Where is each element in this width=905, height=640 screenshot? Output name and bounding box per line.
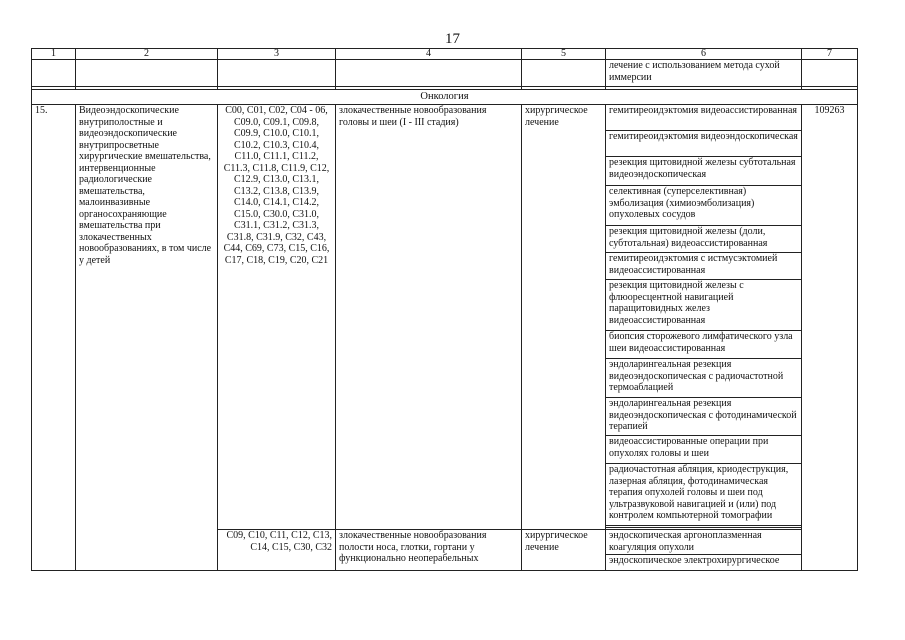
entry-name: Видеоэндоскопические внутриполостные и видеоэндоскопические внутрипросветные хирургические вмешательства, интервенционные радиологические вмешательства, малоинвазивные органосохраняющие вмешательства при злокачественных новообразованиях, в том числе у детей (76, 105, 218, 571)
col-header: 2 (76, 49, 218, 60)
icd-codes: C00, C01, C02, C04 - 06, C09.0, C09.1, C09.8, C09.9, C10.0, C10.1, C10.2, C10.3, C10.4, C11.0, C11.1, C11.2, C11.3, C11.8, C11.9, C12, C12.9, C13.0, C13.1, C13.2, C13.8, C13.9, C14.0, C14.1, C14.2, C15.0, C30.0, C31.0, C31.1, C31.2, C31.3, C31.8, C31.9, C32, C43, C44, C69, C73, C15, C16, C17, C18, C19, C20, C21 (218, 105, 336, 530)
method-cell: гемитиреоидэктомия видеоассистированная (606, 105, 802, 131)
method-cell: биопсия сторожевого лимфатического узла шеи видеоассистированная (606, 331, 802, 359)
diagnosis: злокачественные новообразования головы и шеи (I - III стадия) (336, 105, 522, 530)
method-cell: эндоларингеальная резекция видеоэндоскопическая с радиочастотной термоаблацией (606, 359, 802, 398)
method-cell: эндоскопическое электрохирургическое (606, 555, 802, 571)
col-header: 4 (336, 49, 522, 60)
method-cell: видеоассистированные операции при опухолях головы и шеи (606, 436, 802, 464)
method-cell: эндоскопическая аргоноплазменная коагуляция опухоли (606, 530, 802, 555)
col-header: 3 (218, 49, 336, 60)
table-row (32, 105, 858, 131)
continuation-row (32, 60, 858, 87)
col-header: 6 (606, 49, 802, 60)
diagnosis: злокачественные новообразования полости носа, глотки, гортани у функционально неоперабельных (336, 530, 522, 571)
treatment-type: хирургическое лечение (522, 105, 606, 530)
section-row (32, 90, 858, 105)
price: 109263 (802, 105, 858, 571)
method-cell: эндоларингеальная резекция видеоэндоскопическая с фотодинамической терапией (606, 398, 802, 436)
method-cell: радиочастотная абляция, криодеструкция, лазерная абляция, фотодинамическая терапия опухолей головы и шеи под ультразвуковой навигацией и (или) под контролем компьютерной томографии (606, 464, 802, 526)
section-title: Онкология (32, 90, 858, 105)
icd-codes: C09, C10, C11, C12, C13, C14, C15, C30, C32 (218, 530, 336, 571)
method-cell: лечение с использованием метода сухой иммерсии (606, 60, 802, 87)
services-table (31, 48, 857, 578)
method-cell: резекция щитовидной железы с флюоресцентной навигацией паращитовидных желез видеоассистированная (606, 280, 802, 331)
method-cell: резекция щитовидной железы (доли, субтотальная) видеоассистированная (606, 226, 802, 253)
method-cell: гемитиреоидэктомия видеоэндоскопическая (606, 131, 802, 157)
col-header: 5 (522, 49, 606, 60)
col-header: 7 (802, 49, 858, 60)
treatment-type: хирургическое лечение (522, 530, 606, 571)
method-cell: резекция щитовидной железы субтотальная видеоэндоскопическая (606, 157, 802, 186)
col-header: 1 (32, 49, 76, 60)
method-cell: гемитиреоидэктомия с истмусэктомией видеоассистированная (606, 253, 802, 280)
page-number: 17 (445, 31, 460, 47)
header-row (32, 49, 858, 60)
entry-number: 15. (32, 105, 76, 571)
method-cell: селективная (суперселективная) эмболизация (химиоэмболизация) опухолевых сосудов (606, 186, 802, 226)
